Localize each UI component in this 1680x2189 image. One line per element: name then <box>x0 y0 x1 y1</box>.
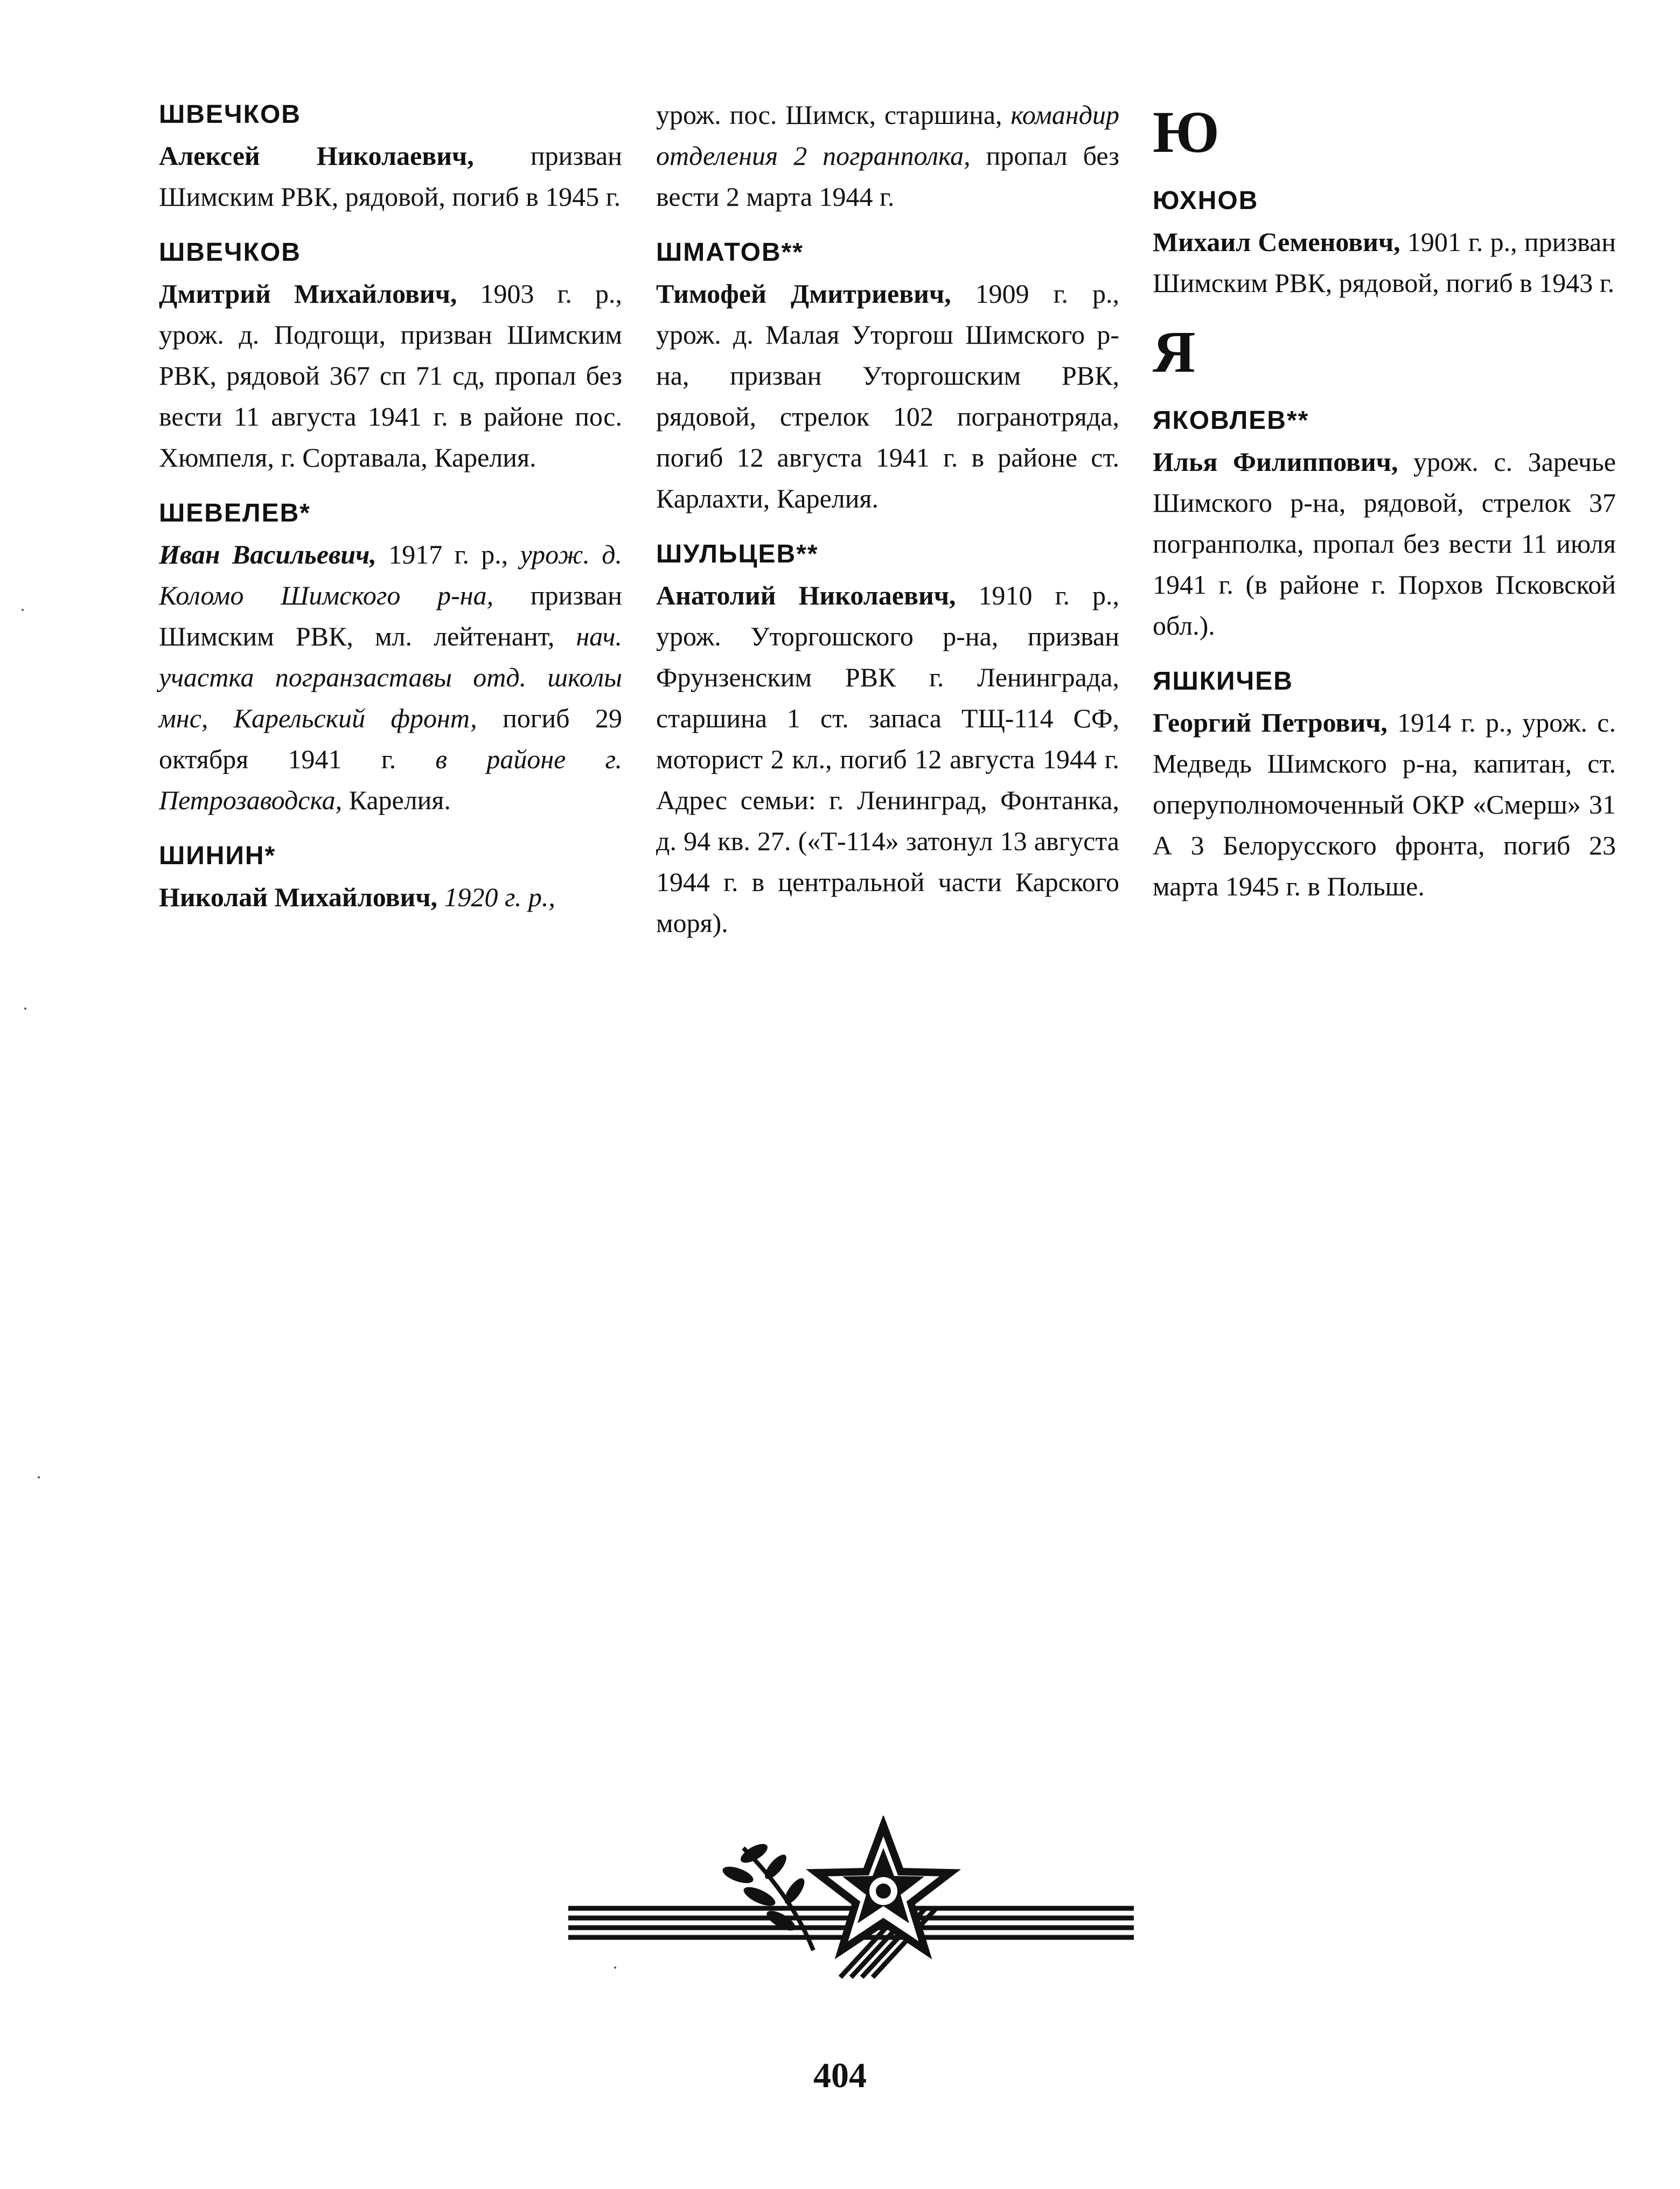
entry <box>159 94 622 217</box>
entry-fullname: Георгий Петрович, <box>1153 707 1388 738</box>
entry-surname: ЮХНОВ <box>1153 186 1259 215</box>
entry-detail-italic: нач. участка погранзаставы отд. школы мнс, Карельский фронт, <box>159 621 622 733</box>
entry-detail: 1910 г. р., урож. Уторгошского р-на, призван Фрунзенским РВК г. Ленинграда, старшина 1 ст. запаса ТЩ-114 СФ, моторист 2 кл., погиб 12 августа 1944 г. Адрес семьи: г. Ленинград, Фонтанка, д. 94 кв. 27. («Т-114» затонул 13 августа 1944 г. в центральной части Карского моря). <box>656 580 1119 938</box>
entry-text <box>1153 441 1616 646</box>
entry-detail: 1914 г. р., урож. с. Медведь Шимского р-на, капитан, ст. оперуполномоченный ОКР «Смерш» 31 А 3 Белорусского фронта, погиб 23 марта 1945 г. в Польше. <box>1153 707 1616 901</box>
entry-text <box>159 877 622 918</box>
entry-detail: пропал без вести 2 марта 1944 г. <box>656 141 1119 212</box>
entry-text <box>159 534 622 821</box>
entry-detail: 1901 г. р., призван Шимским РВК, рядовой, погиб в 1943 г. <box>1153 227 1616 298</box>
entry-detail: урож. с. Заречье Шимского р-на, рядовой, стрелок 37 погранполка, пропал без вести 11 июля 1941 г. (в районе г. Порхов Псковской обл.). <box>1153 447 1616 641</box>
entry-detail: призван Шимским РВК, рядовой, погиб в 1945 г. <box>159 141 622 212</box>
entry-text <box>1153 221 1616 303</box>
entry-fullname: Алексей Николаевич, <box>159 141 474 171</box>
entry <box>159 493 622 821</box>
entry-detail: урож. пос. Шимск, старшина, <box>656 100 1011 130</box>
entry-text <box>656 273 1119 519</box>
entry-text <box>656 575 1119 943</box>
entry-fullname: Иван Васильевич, <box>159 539 377 569</box>
column-2 <box>656 94 1119 958</box>
section-letter: Я <box>1153 319 1196 385</box>
section-letter: Ю <box>1153 99 1219 165</box>
star-ribbon-ornament <box>560 1816 1142 1983</box>
entry-detail: призван Шимским РВК, мл. лейтенант, <box>159 580 622 651</box>
entry <box>656 534 1119 943</box>
entry-detail: 1917 г. р., <box>376 539 520 569</box>
entry-surname: ЯКОВЛЕВ** <box>1153 406 1309 435</box>
entry-text <box>159 273 622 478</box>
entry-surname: ШВЕЧКОВ <box>159 100 301 129</box>
entry-surname: ШИНИН* <box>159 842 276 870</box>
laurel-branch-icon <box>721 1840 813 1950</box>
scan-speck <box>24 1007 26 1010</box>
entry-fullname: Тимофей Дмитриевич, <box>656 279 951 309</box>
entry-detail-italic: командир отделения 2 погранполка, <box>656 100 1119 171</box>
entry-detail: 1903 г. р., урож. д. Подгощи, призван Шимским РВК, рядовой 367 сп 71 сд, пропал без вести 11 августа 1941 г. в районе пос. Хюмпеля, г. Сортавала, Карелия. <box>159 279 622 472</box>
entry-detail: Карелия. <box>342 785 451 815</box>
entry-surname: ЯШКИЧЕВ <box>1153 667 1293 696</box>
scan-speck <box>614 1966 616 1969</box>
entry <box>159 836 622 918</box>
entry-text <box>656 94 1119 217</box>
column-3 <box>1153 94 1616 922</box>
entry-surname: ШМАТОВ** <box>656 238 804 267</box>
entry <box>159 232 622 478</box>
entry <box>1153 180 1616 303</box>
entry-fullname: Николай Михайлович, <box>159 882 438 912</box>
column-1 <box>159 94 622 933</box>
entry <box>1153 400 1616 646</box>
entry-detail: 1909 г. р., урож. д. Малая Уторгош Шимского р-на, призван Уторгошским РВК, рядовой, стрелок 102 погранотряда, погиб 12 августа 1941 г. в районе ст. Карлахти, Карелия. <box>656 279 1119 513</box>
entry-detail-italic: урож. д. Коломо Шимского р-на, <box>159 539 623 610</box>
entry-text <box>159 135 622 217</box>
scan-speck <box>22 609 24 611</box>
page-number: 404 <box>813 2056 867 2095</box>
entry-surname: ШЕВЕЛЕВ* <box>159 499 311 527</box>
scan-speck <box>38 1476 40 1478</box>
entry-continuation <box>656 94 1119 217</box>
entry-detail: погиб 29 октября 1941 г. <box>159 703 622 774</box>
entry-fullname: Анатолий Николаевич, <box>656 580 956 610</box>
entry-surname: ШВЕЧКОВ <box>159 238 301 267</box>
entry <box>1153 661 1616 907</box>
entry-detail-italic: 1920 г. р., <box>437 882 555 912</box>
entry-fullname: Михаил Семенович, <box>1153 227 1400 257</box>
entry-text <box>1153 702 1616 907</box>
entry <box>656 232 1119 519</box>
entry-fullname: Дмитрий Михайлович, <box>159 279 457 309</box>
entry-surname: ШУЛЬЦЕВ** <box>656 540 819 568</box>
entry-detail-italic: в районе г. Петрозаводска, <box>159 744 622 815</box>
entry-fullname: Илья Филиппович, <box>1153 447 1398 477</box>
